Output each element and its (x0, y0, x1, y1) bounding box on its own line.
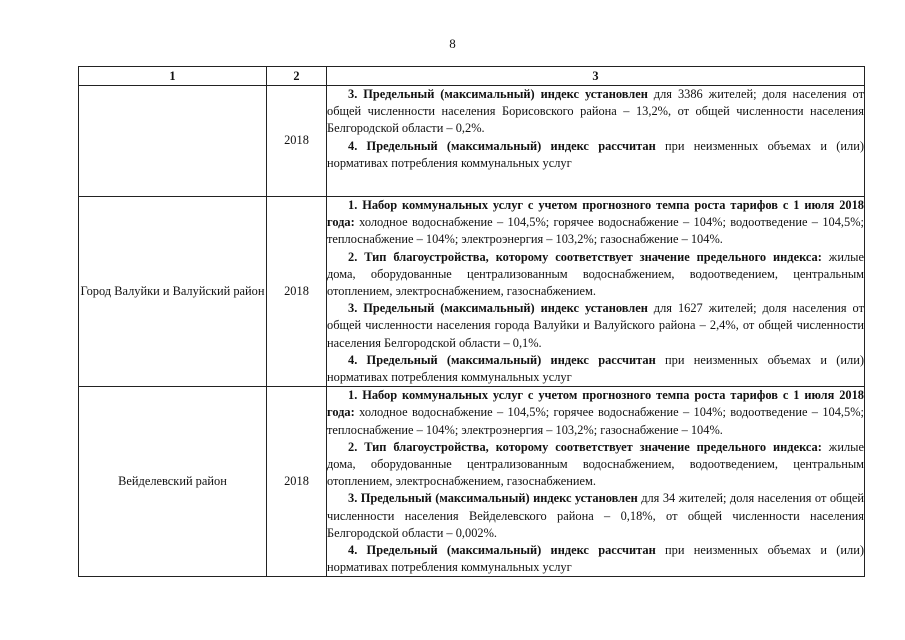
region-cell: Вейделевский район (79, 387, 267, 577)
region-cell (79, 86, 267, 197)
description-cell (327, 197, 865, 387)
paragraph: 2. Тип благоустройства, которому соответствует значение предельного индекса: жилые дома, оборудованные централизованным водоснабжением, водоотведением, центральным отоплением, электроснабжением, газоснабжением. (327, 249, 864, 299)
column-header-3: 3 (327, 67, 865, 86)
paragraph: 1. Набор коммунальных услуг с учетом прогнозного темпа роста тарифов с 1 июля 2018 года: холодное водоснабжение – 104,5%; горячее водоснабжение – 104%; водоотведение – 104,5%; теплоснабжение – 104%; электроэнергия – 103,2%; газоснабжение – 104%. (327, 388, 864, 437)
description-cell (327, 387, 865, 577)
table-row (79, 197, 865, 387)
page-number: 8 (449, 36, 456, 51)
column-header-1: 1 (79, 67, 267, 86)
year-cell: 2018 (267, 387, 327, 577)
paragraph: 4. Предельный (максимальный) индекс рассчитан при неизменных объемах и (или) нормативах потребления коммунальных услуг (327, 352, 864, 385)
year-cell: 2018 (267, 86, 327, 197)
year-cell: 2018 (267, 197, 327, 387)
paragraph: 4. Предельный (максимальный) индекс рассчитан при неизменных объемах и (или) нормативах потребления коммунальных услуг (327, 138, 864, 170)
table-row (79, 387, 865, 577)
paragraph: 2. Тип благоустройства, которому соответствует значение предельного индекса: жилые дома, оборудованные централизованным водоснабжением, водоотведением, центральным отоплением, электроснабжением, газоснабжением. (327, 439, 864, 489)
table-header-row (79, 67, 865, 86)
paragraph: 1. Набор коммунальных услуг с учетом прогнозного темпа роста тарифов с 1 июля 2018 года: холодное водоснабжение – 104,5%; горячее водоснабжение – 104%; водоотведение – 104,5%; теплоснабжение – 104%; электроэнергия – 103,2%; газоснабжение – 104%. (327, 198, 864, 247)
paragraph: 3. Предельный (максимальный) индекс установлен для 1627 жителей; доля населения от общей численности населения города Валуйки и Валуйского района – 2,4%, от общей численности населения Белгородской области – 0,1%. (327, 301, 864, 350)
paragraph: 3. Предельный (максимальный) индекс установлен для 3386 жителей; доля населения от общей численности населения Борисовского района – 13,2%, от общей численности населения Белгородской области – 0,2%. (327, 87, 864, 136)
region-cell: Город Валуйки и Валуйский район (79, 197, 267, 387)
table-row (79, 86, 865, 197)
paragraph: 3. Предельный (максимальный) индекс установлен для 34 жителей; доля населения от общей численности населения Вейделевского района – 0,18%, от общей численности населения Белгородской области – 0,002%. (327, 491, 864, 540)
paragraph: 4. Предельный (максимальный) индекс рассчитан при неизменных объемах и (или) нормативах потребления коммунальных услуг (327, 543, 864, 575)
description-cell (327, 86, 865, 197)
column-header-2: 2 (267, 67, 327, 86)
index-table (78, 66, 865, 577)
